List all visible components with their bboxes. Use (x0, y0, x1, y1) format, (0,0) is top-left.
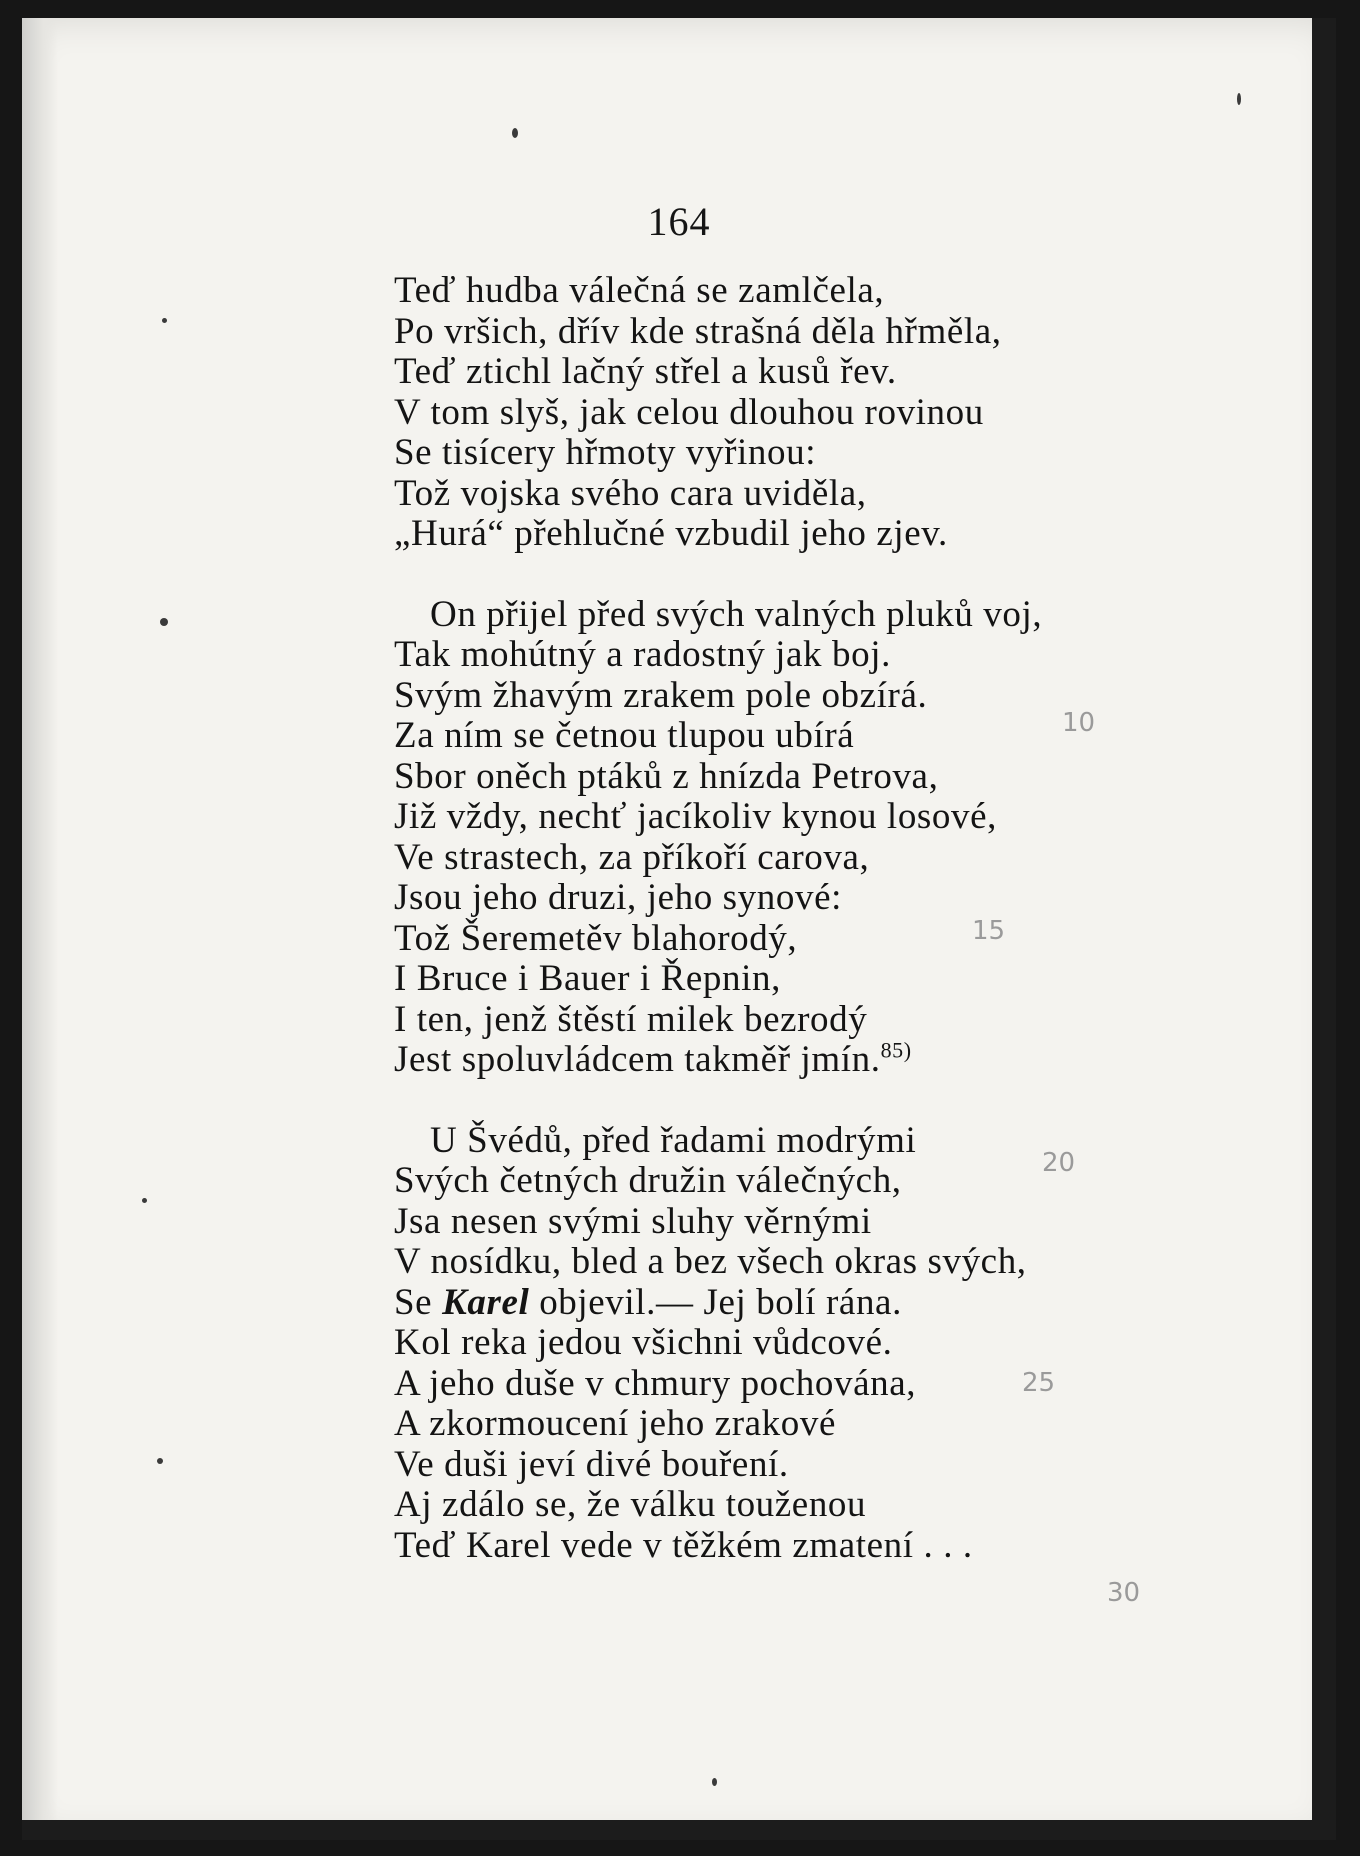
poem-line-text: objevil.— Jej bolí rána. (529, 1281, 902, 1323)
poem-line: V nosídku, bled a bez všech okras svých, (394, 1241, 1027, 1282)
book-page (22, 18, 1336, 1840)
scan-speck (1237, 93, 1241, 105)
poem-line: „Hurá“ přehlučné vzbudil jeho zjev. (394, 513, 948, 554)
poem-line: Po vršich, dřív kde strašná děla hřměla, (394, 310, 1002, 352)
page-edge-left (22, 18, 58, 1840)
scan-speck (162, 318, 167, 323)
page-edge-right (1312, 18, 1336, 1840)
poem-line: On přijel před svých valných pluků voj, (430, 593, 1043, 635)
poem-line: Teď ztichl lačný střel a kusů řev. (394, 351, 897, 392)
poem-line: Svých četných družin válečných, (394, 1160, 902, 1201)
poem-line: Teď hudba válečná se zamlčela, (394, 270, 885, 311)
poem-line-text: Se (394, 1281, 443, 1323)
scan-speck (157, 1458, 163, 1464)
poem-line: Teď Karel vede v těžkém zmatení . . . (394, 1524, 973, 1566)
margin-pencil-mark: 15 (972, 916, 1006, 946)
margin-pencil-mark: 20 (1042, 1148, 1076, 1178)
poem-line (394, 1283, 1274, 1324)
scan-speck (512, 128, 518, 138)
poem-line (394, 1037, 1274, 1081)
poem-line: Kol reka jedou všichni vůdcové. (394, 1322, 893, 1363)
poem-line: Ve duši jeví divé bouření. (394, 1443, 789, 1485)
poem-line: Ve strastech, za příkoří carova, (394, 836, 870, 878)
emphasized-name: Karel (442, 1281, 530, 1323)
footnote-mark: 85) (880, 1037, 912, 1063)
scan-speck (160, 618, 168, 626)
poem-line: I ten, jenž štěstí milek bezrodý (394, 998, 868, 1040)
poem-line: Sbor oněch ptáků z hnízda Petrova, (394, 755, 939, 797)
margin-pencil-mark: 30 (1107, 1578, 1141, 1608)
poem-line: I Bruce i Bauer i Řepnin, (394, 958, 781, 999)
poem-line: V tom slyš, jak celou dlouhou rovinou (394, 391, 984, 433)
poem-line: Jsa nesen svými sluhy věrnými (394, 1200, 872, 1242)
poem-line: Tož vojska svého cara uviděla, (394, 472, 867, 514)
poem-line-text: Jest spoluvládcem takměř jmín. (394, 1039, 881, 1080)
poem-line: Za ním se četnou tlupou ubírá (394, 715, 855, 756)
stanza-2 (394, 595, 1274, 1081)
poem-line: A jeho duše v chmury pochována, (394, 1362, 917, 1404)
page-number: 164 (647, 199, 711, 244)
margin-pencil-mark: 10 (1062, 708, 1096, 738)
scan-speck (142, 1198, 147, 1203)
poem-line: Již vždy, nechť jacíkoliv kynou losové, (394, 796, 997, 837)
page-edge-bottom (22, 1820, 1336, 1840)
margin-pencil-mark: 25 (1022, 1368, 1056, 1398)
poem-text (394, 271, 1274, 1566)
poem-line: Svým žhavým zrakem pole obzírá. (394, 674, 928, 716)
poem-line: Tož Šeremetěv blahorodý, (394, 917, 798, 959)
poem-line: U Švédů, před řadami modrými (430, 1119, 917, 1161)
poem-line: Jsou jeho druzi, jeho synové: (394, 877, 842, 918)
stanza-1 (394, 271, 1274, 555)
poem-line: Tak mohútný a radostný jak boj. (394, 634, 891, 675)
poem-line: A zkormoucení jeho zrakové (394, 1403, 836, 1444)
poem-line: Se tisícery hřmoty vyřinou: (394, 432, 817, 473)
poem-line: Aj zdálo se, že válku touženou (394, 1484, 867, 1525)
stanza-3 (394, 1121, 1274, 1567)
scan-speck (712, 1778, 717, 1786)
